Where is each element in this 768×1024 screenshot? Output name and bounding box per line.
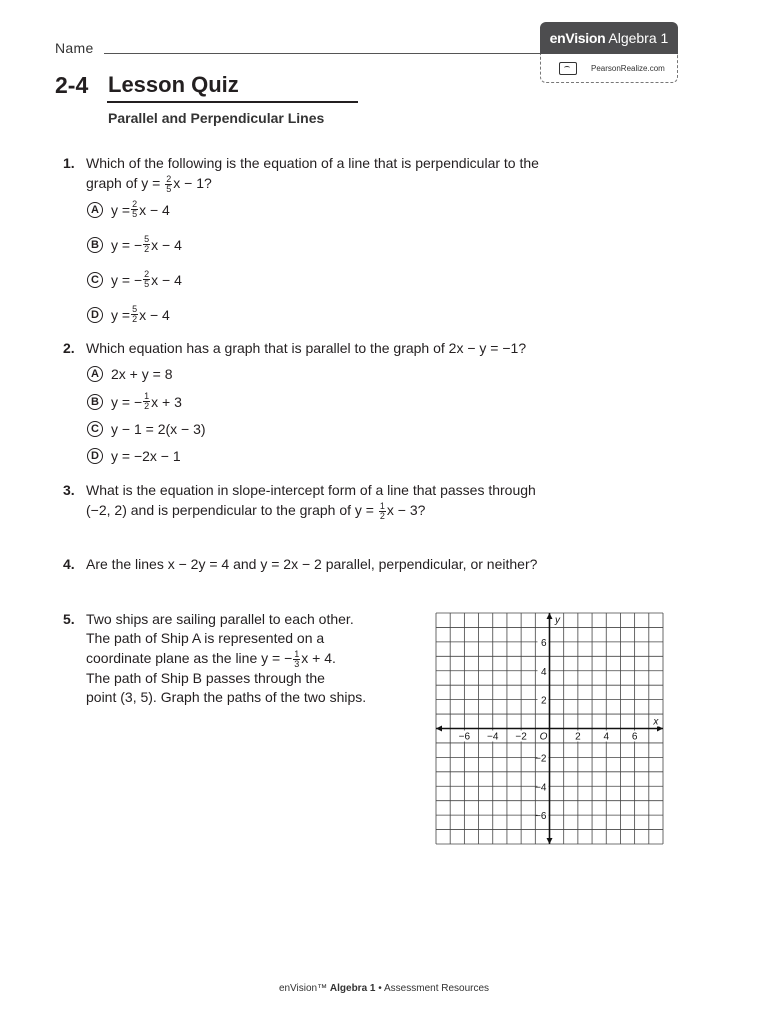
text-pre: (−2, 2) and is perpendicular to the graph of y = — [86, 502, 378, 518]
title-divider — [107, 101, 358, 103]
fraction — [143, 270, 150, 289]
fraction — [143, 235, 150, 254]
name-label: Name — [55, 40, 94, 56]
y-tick-label: −2 — [535, 753, 547, 765]
choice-pre: y = −2x − 1 — [111, 448, 181, 464]
y-axis-arrow-down — [547, 838, 553, 844]
realize-url: PearsonRealize.com — [591, 63, 665, 73]
choice-letter: C — [87, 272, 103, 288]
text-post: x − 3? — [386, 502, 426, 518]
brand-logo — [540, 22, 678, 54]
fraction — [131, 305, 138, 324]
y-tick-label: 6 — [540, 637, 547, 649]
question-text-line4: The path of Ship B passes through the — [86, 670, 325, 686]
coordinate-grid-svg[interactable] — [435, 612, 664, 845]
fraction-denominator: 2 — [144, 401, 150, 411]
fraction — [131, 200, 138, 219]
text-pre: coordinate plane as the line y = − — [86, 650, 293, 666]
y-axis-label: y — [555, 615, 560, 626]
fraction-denominator: 2 — [144, 244, 150, 254]
choice-1d[interactable] — [87, 305, 170, 324]
choice-2b[interactable] — [87, 392, 182, 411]
x-tick-label: 2 — [575, 731, 581, 743]
choice-letter: D — [87, 448, 103, 464]
fraction-numerator: 1 — [379, 500, 385, 511]
choice-letter: D — [87, 307, 103, 323]
question-text: Are the lines x − 2y = 4 and y = 2x − 2 parallel, perpendicular, or neither? — [86, 556, 538, 572]
choice-letter: B — [87, 394, 103, 410]
fraction-numerator: 5 — [132, 304, 138, 314]
choice-letter: C — [87, 421, 103, 437]
origin-label: O — [539, 731, 548, 743]
question-text-line2: The path of Ship A is represented on a — [86, 630, 325, 646]
choice-letter: A — [87, 366, 103, 382]
text-post: x − 1? — [173, 175, 212, 191]
question-text: Which equation has a graph that is parallel to the graph of 2x − y = −1? — [86, 340, 527, 356]
x-tick-label: −6 — [458, 731, 471, 743]
fraction-denominator: 5 — [166, 183, 172, 194]
choice-post: x − 4 — [139, 306, 170, 323]
fraction-denominator: 2 — [132, 314, 138, 324]
fraction-numerator: 2 — [166, 173, 172, 184]
question-text-line5: point (3, 5). Graph the paths of the two ships. — [86, 689, 367, 705]
x-axis-arrow-left — [436, 726, 442, 732]
y-axis-arrow-up — [547, 613, 553, 619]
question-text-line2 — [86, 173, 212, 194]
x-axis-label: x — [653, 716, 659, 728]
choice-pre: y = − — [111, 236, 143, 253]
question-text-line1: Two ships are sailing parallel to each other. — [86, 611, 354, 627]
x-tick-label: 6 — [631, 731, 638, 743]
question-number: 1. — [63, 155, 75, 171]
y-tick-label: 2 — [540, 695, 547, 707]
fraction-denominator: 5 — [144, 279, 150, 289]
fraction-denominator: 3 — [294, 658, 300, 669]
footer-product: Algebra 1 — [329, 983, 376, 994]
choice-pre: y = − — [111, 271, 143, 288]
choice-1b[interactable] — [87, 235, 182, 254]
fraction — [143, 392, 150, 411]
choice-post: x + 3 — [151, 393, 182, 410]
question-number: 4. — [63, 556, 75, 572]
y-tick-label: 4 — [540, 666, 547, 678]
choice-post: x − 4 — [151, 271, 182, 288]
fraction-numerator: 1 — [294, 648, 300, 659]
question-number: 5. — [63, 611, 75, 627]
fraction — [293, 650, 300, 669]
footer-bullet: • — [378, 983, 382, 994]
question-text-line2 — [86, 500, 425, 521]
page-title: Lesson Quiz — [108, 72, 239, 97]
question-2 — [63, 338, 663, 362]
question-number: 2. — [63, 340, 75, 356]
choice-pre: 2x + y = 8 — [111, 366, 173, 382]
fraction — [379, 502, 386, 521]
brand-bold: enVision — [549, 30, 606, 46]
page-subtitle: Parallel and Perpendicular Lines — [108, 110, 325, 126]
realize-link[interactable] — [540, 54, 678, 83]
choice-pre: y − 1 = 2(x − 3) — [111, 421, 206, 437]
fraction-denominator: 2 — [379, 510, 385, 521]
fraction-numerator: 2 — [132, 199, 138, 209]
question-text-line3 — [86, 648, 336, 669]
fraction — [165, 175, 172, 194]
x-tick-label: −4 — [487, 731, 499, 743]
page-footer — [0, 983, 768, 994]
fraction-numerator: 1 — [144, 391, 150, 401]
fraction-numerator: 2 — [144, 269, 150, 279]
question-number: 3. — [63, 482, 75, 498]
x-tick-label: −2 — [515, 731, 527, 743]
lesson-number: 2-4 — [55, 72, 89, 98]
footer-section: Assessment Resources — [384, 983, 490, 994]
choice-letter: B — [87, 237, 103, 253]
question-4 — [63, 554, 683, 578]
x-tick-label: 4 — [603, 731, 610, 743]
fraction-numerator: 5 — [144, 234, 150, 244]
question-text: Which of the following is the equation of a line that is perpendicular to the — [86, 155, 539, 171]
fraction-denominator: 5 — [132, 209, 138, 219]
choice-post: x − 4 — [139, 201, 170, 218]
brand-rest: Algebra 1 — [608, 30, 669, 46]
choice-2c[interactable] — [87, 421, 206, 437]
question-5 — [63, 609, 423, 719]
choice-1c[interactable] — [87, 270, 182, 289]
text-pre: graph of y = — [86, 175, 165, 191]
text-post: x + 4. — [301, 650, 336, 666]
y-tick-label: −4 — [535, 782, 547, 794]
choice-2a[interactable] — [87, 366, 172, 382]
choice-pre: y = — [111, 306, 131, 323]
choice-2d[interactable] — [87, 448, 181, 464]
choice-pre: y = − — [111, 393, 143, 410]
choice-pre: y = — [111, 201, 131, 218]
choice-post: x − 4 — [151, 236, 182, 253]
question-3 — [63, 480, 683, 528]
y-tick-label: −6 — [535, 811, 547, 823]
choice-letter: A — [87, 202, 103, 218]
question-text: What is the equation in slope-intercept form of a line that passes through — [86, 482, 536, 498]
name-field-line[interactable] — [104, 53, 544, 54]
footer-brand: enVision™ — [278, 983, 328, 994]
choice-1a[interactable] — [87, 200, 170, 219]
coordinate-grid[interactable] — [435, 612, 664, 850]
device-icon — [559, 62, 577, 75]
